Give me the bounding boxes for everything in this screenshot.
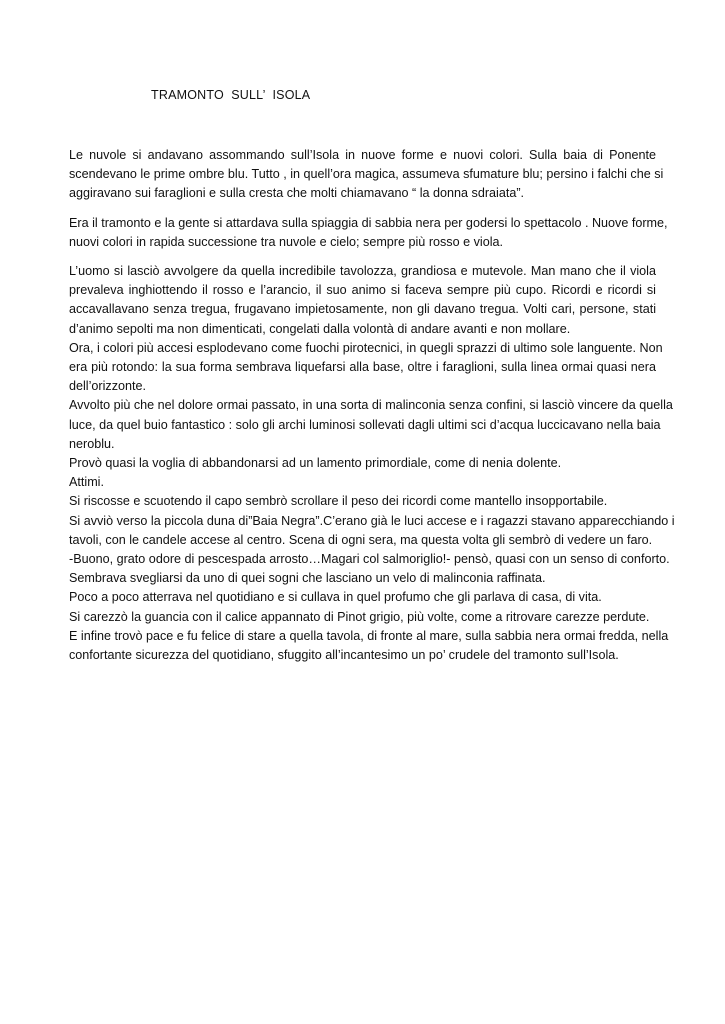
text-line: confortante sicurezza del quotidiano, sfuggito all’incantesimo un po’ crudele del tramonto sull’Isola.: [69, 648, 619, 663]
text-line: tavoli, con le candele accese al centro. Scena di ogni sera, ma questa volta gli sembrò di vedere un faro.: [69, 532, 653, 547]
text-line: Era il tramonto e la gente si attardava sulla spiaggia di sabbia nera per godersi lo spettacolo . Nuove forme,: [69, 215, 668, 230]
paragraph-1: [69, 146, 664, 204]
text-line: luce, da quel buio fantastico : solo gli archi luminosi sollevati dagli ultimi sci d’acqua luccicavano nella baia: [69, 417, 661, 432]
text-line: aggiravano sui faraglioni e sulla cresta che molti chiamavano “ la donna sdraiata”.: [69, 186, 525, 201]
text-line: Si avviò verso la piccola duna di”Baia Negra”.C’erano già le luci accese e i ragazzi stavano apparecchiando i: [69, 513, 675, 528]
text-line: nuovi colori in rapida successione tra nuvole e cielo; sempre più rosso e viola.: [69, 234, 504, 249]
text-line: dell’orizzonte.: [69, 379, 147, 394]
text-line: L’uomo si lasciò avvolgere da quella incredibile tavolozza, grandiosa e mutevole. Man mano che il viola: [69, 264, 656, 279]
text-line: Avvolto più che nel dolore ormai passato, in una sorta di malinconia senza confini, si lasciò vincere da quella: [69, 398, 673, 413]
text-line: prevaleva inghiottendo il rosso e l’arancio, il suo animo si faceva sempre più cupo. Ricordi e ricordi si: [69, 283, 656, 298]
paragraph-2: [69, 214, 668, 252]
text-line: neroblu.: [69, 436, 115, 451]
text-line: Si carezzò la guancia con il calice appannato di Pinot grigio, più volte, come a ritrovare carezze perdute.: [69, 609, 650, 624]
text-line: Provò quasi la voglia di abbandonarsi ad un lamento primordiale, come di nenia dolente.: [69, 456, 562, 471]
text-line: Sembrava svegliarsi da uno di quei sogni che lasciano un velo di malinconia raffinata.: [69, 571, 546, 586]
text-line: accavallavano senza tregua, frugavano impietosamente, non gli davano tregua. Volti cari, persone, stati: [69, 302, 656, 317]
text-line: scendevano le prime ombre blu. Tutto , in quell’ora magica, assumeva sfumature blu; persino i falchi che si: [69, 167, 664, 182]
document-title: TRAMONTO SULL’ ISOLA: [151, 88, 311, 102]
text-line: Si riscosse e scuotendo il capo sembrò scrollare il peso dei ricordi come mantello insopportabile.: [69, 494, 608, 509]
text-line: d’animo sepolti ma non dimenticati, congelati dalla volontà di andare avanti e non mollare.: [69, 321, 571, 336]
text-line: Attimi.: [69, 475, 104, 490]
text-line: era più rotondo: la sua forma sembrava liquefarsi alla base, oltre i faraglioni, sulla linea ormai quasi nera: [69, 360, 656, 375]
document-body: [69, 146, 675, 665]
text-line: E infine trovò pace e fu felice di stare a quella tavola, di fronte al mare, sulla sabbia nera ormai fredda, nella: [69, 628, 669, 643]
text-line: -Buono, grato odore di pescespada arrosto…Magari col salmoriglio!- pensò, quasi con un senso di conforto.: [69, 552, 670, 567]
text-line: Ora, i colori più accesi esplodevano come fuochi pirotecnici, in quegli sprazzi di ultimo sole languente. Non: [69, 340, 663, 355]
text-line: Poco a poco atterrava nel quotidiano e si cullava in quel profumo che gli parlava di casa, di vita.: [69, 590, 602, 605]
paragraph-3: [69, 262, 675, 665]
text-line: Le nuvole si andavano assommando sull’Isola in nuove forme e nuovi colori. Sulla baia di Ponente: [69, 148, 656, 162]
